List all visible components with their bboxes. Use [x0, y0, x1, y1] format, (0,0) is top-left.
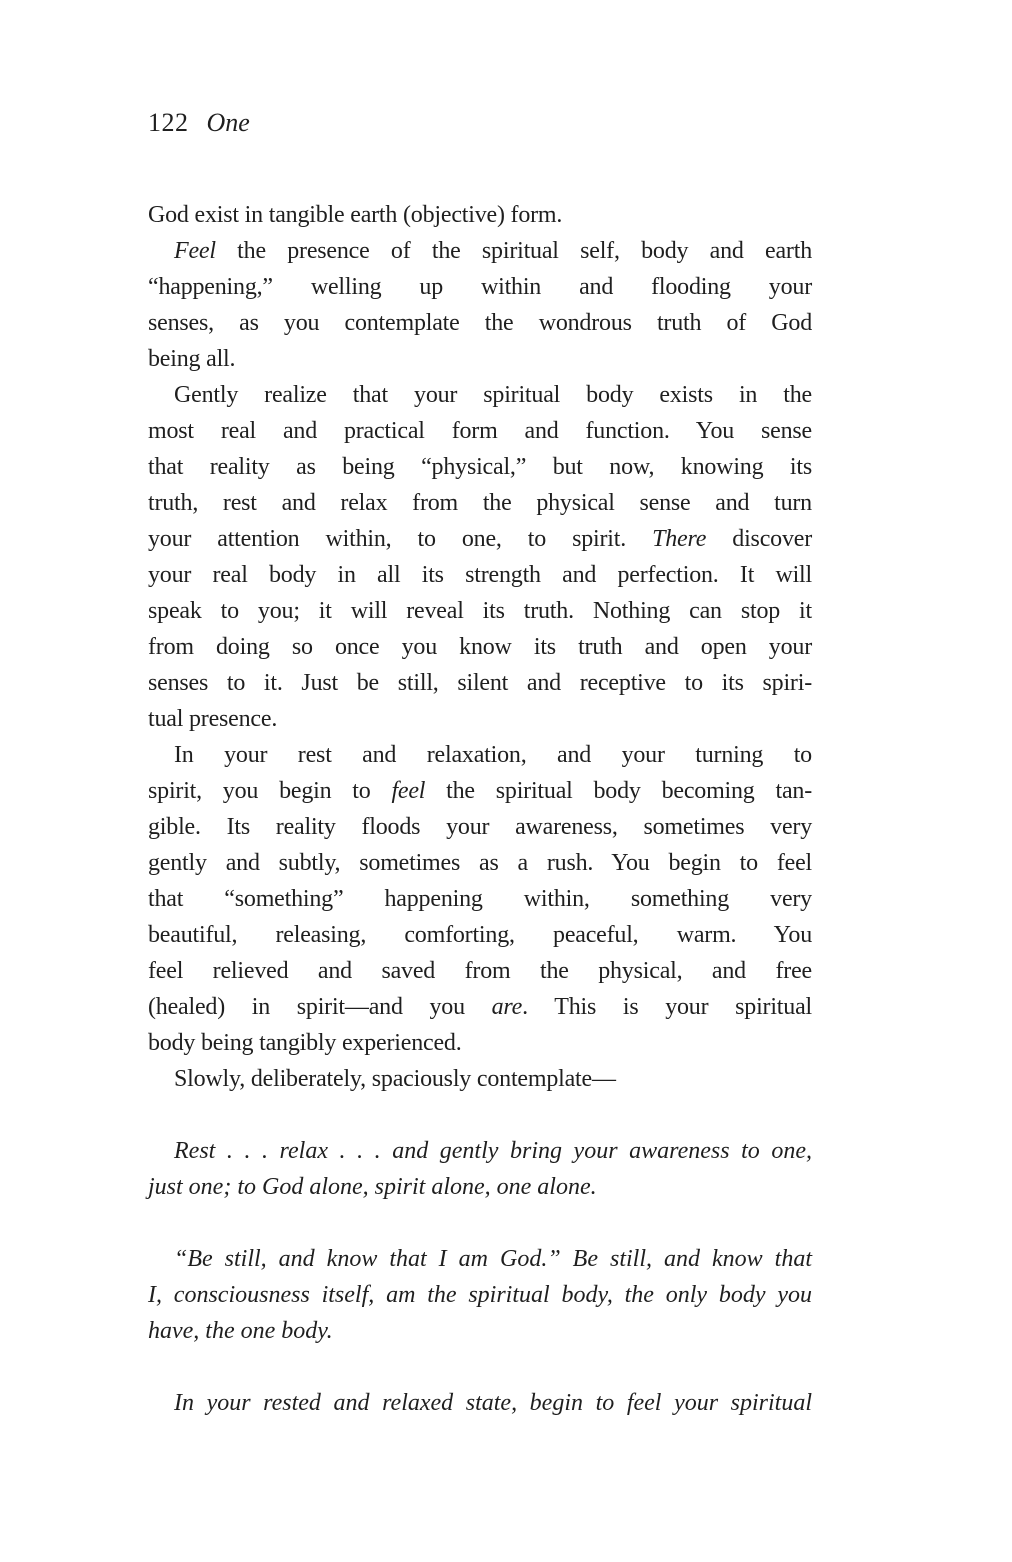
- text-line: gently and subtly, sometimes as a rush. You begin to feel: [148, 850, 812, 876]
- text-line: have, the one body.: [148, 1318, 333, 1344]
- text-line: Gently realize that your spiritual body exists in the: [174, 382, 812, 408]
- text-line: body being tangibly experienced.: [148, 1030, 462, 1056]
- text-line: senses, as you contemplate the wondrous truth of God: [148, 310, 812, 336]
- text-line: most real and practical form and function. You sense: [148, 418, 812, 444]
- text-line: just one; to God alone, spirit alone, one alone.: [148, 1174, 597, 1200]
- body-paragraph: [148, 197, 812, 233]
- body-paragraph: [148, 233, 812, 377]
- text-line: I, consciousness itself, am the spiritual body, the only body you: [148, 1282, 812, 1308]
- text-line: spirit, you begin to feel the spiritual body becoming tan-: [148, 778, 812, 804]
- text-line: your attention within, to one, to spirit. There discover: [148, 526, 812, 552]
- text-line: beautiful, releasing, comforting, peaceful, warm. You: [148, 922, 812, 948]
- body-paragraph: [148, 1061, 812, 1097]
- text-line: being all.: [148, 346, 236, 372]
- quote-paragraph: [148, 1133, 812, 1205]
- body-paragraph: [148, 377, 812, 737]
- text-line: that “something” happening within, something very: [148, 886, 812, 912]
- body-paragraph: [148, 737, 812, 1061]
- text-line: Slowly, deliberately, spaciously contemplate—: [174, 1066, 616, 1092]
- text-line: In your rested and relaxed state, begin to feel your spiritual: [174, 1390, 812, 1416]
- page-body: [148, 197, 812, 1421]
- text-line: from doing so once you know its truth and open your: [148, 634, 812, 660]
- text-line: “Be still, and know that I am God.” Be still, and know that: [174, 1246, 812, 1272]
- text-line: feel relieved and saved from the physical, and free: [148, 958, 812, 984]
- text-line: Rest . . . relax . . . and gently bring your awareness to one,: [174, 1138, 812, 1164]
- running-head-title: One: [206, 108, 250, 137]
- text-line: (healed) in spirit—and you are. This is your spiritual: [148, 994, 812, 1020]
- running-header: [148, 108, 250, 138]
- text-line: “happening,” welling up within and flooding your: [148, 274, 812, 300]
- text-line: In your rest and relaxation, and your turning to: [174, 742, 812, 768]
- text-line: that reality as being “physical,” but now, knowing its: [148, 454, 812, 480]
- page-number: 122: [148, 108, 189, 137]
- text-line: senses to it. Just be still, silent and receptive to its spiri-: [148, 670, 812, 696]
- text-line: Feel the presence of the spiritual self, body and earth: [174, 238, 812, 264]
- text-line: tual presence.: [148, 706, 278, 732]
- text-line: your real body in all its strength and perfection. It will: [148, 562, 812, 588]
- text-line: speak to you; it will reveal its truth. Nothing can stop it: [148, 598, 812, 624]
- text-line: God exist in tangible earth (objective) form.: [148, 202, 563, 228]
- quote-paragraph: [148, 1385, 812, 1421]
- text-line: truth, rest and relax from the physical sense and turn: [148, 490, 812, 516]
- quote-paragraph: [148, 1241, 812, 1349]
- text-line: gible. Its reality floods your awareness, sometimes very: [148, 814, 812, 840]
